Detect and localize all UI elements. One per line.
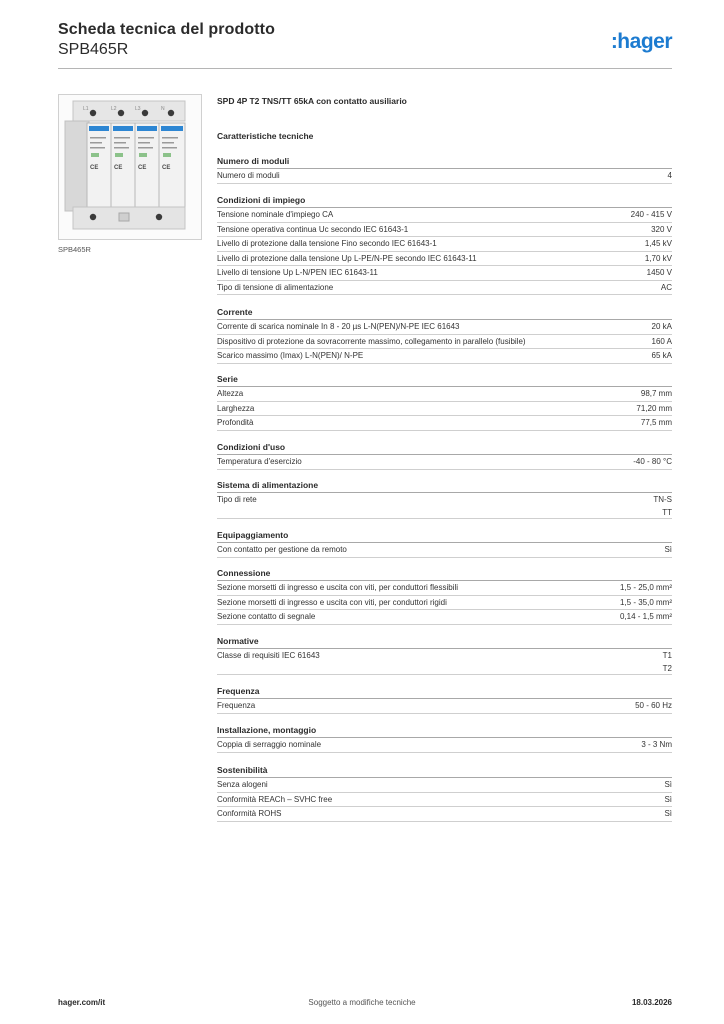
spec-value-line: 1,70 kV [644,253,672,263]
spec-value-line: 160 A [651,336,672,346]
spec-value-line: 320 V [651,224,672,234]
spec-label: Profondità [217,418,254,427]
spec-value-line: 20 kA [651,322,672,331]
section-title: Serie [217,373,672,387]
spec-value-line: 1,45 kV [644,239,672,248]
spec-label: Dispositivo di protezione da sovracorrente massimo, collegamento in parallelo (fusibile) [217,336,526,346]
page-title: Scheda tecnica del prodotto [58,21,275,38]
spec-value [664,807,672,821]
spec-value-line: Sì [664,545,672,554]
spec-value [645,237,672,251]
spec-row [217,699,672,714]
spec-row [217,208,672,223]
section-title: Condizioni d'uso [217,441,672,455]
spec-label: Con contatto per gestione da remoto [217,545,347,554]
spec-label: Frequenza [217,701,256,710]
section-title: Numero di moduli [217,155,672,169]
section-title: Equipaggiamento [217,529,672,543]
spec-value [636,402,672,416]
spec-row [217,416,672,431]
spec-row [217,252,672,267]
spec-value [641,738,672,752]
spec-label: Livello di protezione dalla tensione Up L-PE/N-PE secondo IEC 61643-11 [217,253,477,263]
spec-row [217,807,672,822]
spec-value [664,543,672,557]
spec-value [653,493,672,518]
footer-date: 18.03.2026 [631,998,672,1007]
spec-value-line: 1,5 - 35,0 mm² [619,597,672,607]
svg-text:N: N [161,106,165,112]
spec-row [217,493,672,519]
spec-row [217,581,672,596]
spec-value-line: TN-S [653,495,672,504]
footer-website: hager.com/it [58,998,106,1007]
spec-value [635,699,672,713]
spec-row [217,778,672,793]
svg-text:L2: L2 [111,106,117,112]
spec-label: Tipo di tensione di alimentazione [217,282,334,292]
product-code: SPB465R [58,41,129,58]
spec-row [217,543,672,558]
spec-value-line: 0,14 - 1,5 mm² [619,612,672,621]
svg-text:CE: CE [162,165,171,171]
spec-row [217,169,672,184]
spec-row [217,281,672,296]
spec-value [645,252,672,266]
spec-value-line: 240 - 415 V [630,210,672,219]
spec-value-line: Sì [664,794,672,804]
spec-row [217,237,672,252]
section-title: Frequenza [217,685,672,699]
spec-label: Sezione morsetti di ingresso e uscita con viti, per conduttori rigidi [217,597,447,607]
spec-value-line: Sì [664,780,672,789]
spec-value-line: 3 - 3 Nm [641,740,672,749]
hager-logo: :hager [610,30,672,53]
spec-value-line: 4 [667,171,672,180]
section-title: Installazione, montaggio [217,724,672,738]
spec-value-line: 1450 V [646,268,672,277]
spec-label: Larghezza [217,403,255,413]
spec-row [217,349,672,364]
spec-row [217,455,672,470]
svg-text:L1: L1 [83,106,89,112]
spec-value [661,281,672,295]
spec-value-line: Sì [664,809,672,818]
spec-value [633,455,672,469]
spec-value-line: 50 - 60 Hz [635,701,672,710]
spec-value [620,596,672,610]
spec-label: Sezione contatto di segnale [217,612,316,621]
spec-label: Altezza [217,389,244,398]
section-title: Sistema di alimentazione [217,479,672,493]
spec-value [668,169,672,183]
spec-value [647,266,672,280]
spec-value-line: TT [662,507,672,517]
svg-text:L3: L3 [135,106,141,112]
spec-value-line: 77,5 mm [640,418,672,427]
spec-label: Coppia di serraggio nominale [217,740,322,749]
spec-label: Sezione morsetti di ingresso e uscita con viti, per conduttori flessibili [217,583,458,592]
spec-label: Tensione operativa continua Uc secondo IEC 61643-1 [217,224,409,234]
spec-value-line: T2 [662,663,672,673]
spec-value [631,208,672,222]
spec-row [217,649,672,675]
spec-label: Scarico massimo (Imax) L-N(PEN)/ N-PE [217,351,364,360]
spec-row [217,320,672,335]
spec-value-line: 71,20 mm [636,403,672,413]
section-title: Normative [217,635,672,649]
section-title: Connessione [217,567,672,581]
tech-characteristics-title: Caratteristiche tecniche [217,131,314,141]
svg-text:CE: CE [90,165,99,171]
spec-value-line: AC [660,282,672,292]
spec-value-line: 98,7 mm [640,389,672,398]
spec-value [641,416,672,430]
spec-row [217,266,672,281]
spec-value-line: 65 kA [651,351,672,360]
spec-row [217,596,672,611]
page-header [58,21,672,69]
section-title: Sostenibilità [217,764,672,778]
spec-label: Livello di protezione dalla tensione Fino secondo IEC 61643-1 [217,239,437,248]
spec-label: Tipo di rete [217,495,257,504]
spec-value [652,320,672,334]
spec-value [620,610,672,624]
spec-value [652,335,672,349]
spec-value [652,349,672,363]
spec-value [651,223,672,237]
spec-row [217,610,672,625]
image-caption: SPB465R [58,245,91,254]
spec-value-line: -40 - 80 °C [633,457,672,466]
section-title: Condizioni di impiego [217,194,672,208]
spec-row [217,223,672,238]
spec-value [641,387,672,401]
spec-label: Numero di moduli [217,171,280,180]
spec-label: Tensione nominale d'impiego CA [217,210,334,219]
spec-value [664,778,672,792]
spec-label: Corrente di scarica nominale In 8 - 20 µs L-N(PEN)/N-PE IEC 61643 [217,322,460,331]
spec-row [217,335,672,350]
spec-value-line: 1,5 - 25,0 mm² [619,583,672,592]
spec-label: Temperatura d'esercizio [217,457,302,466]
spec-label: Livello di tensione Up L-N/PEN IEC 61643-11 [217,268,378,277]
spec-value-line: T1 [662,651,672,660]
svg-text:CE: CE [114,165,123,171]
spec-row [217,738,672,753]
spec-value [620,581,672,595]
spec-row [217,793,672,808]
spec-value [663,649,672,674]
spec-row [217,402,672,417]
spec-value [664,793,672,807]
spec-label: Senza alogeni [217,780,268,789]
spec-row [217,387,672,402]
spec-label: Conformità ROHS [217,809,282,818]
svg-text:CE: CE [138,165,147,171]
spec-label: Classe di requisiti IEC 61643 [217,651,320,660]
footer-note: Soggetto a modifiche tecniche [308,998,416,1007]
product-description: SPD 4P T2 TNS/TT 65kA con contatto ausiliario [217,96,407,106]
section-title: Corrente [217,306,672,320]
product-image [58,94,202,240]
spec-label: Conformità REACh – SVHC free [217,794,333,804]
